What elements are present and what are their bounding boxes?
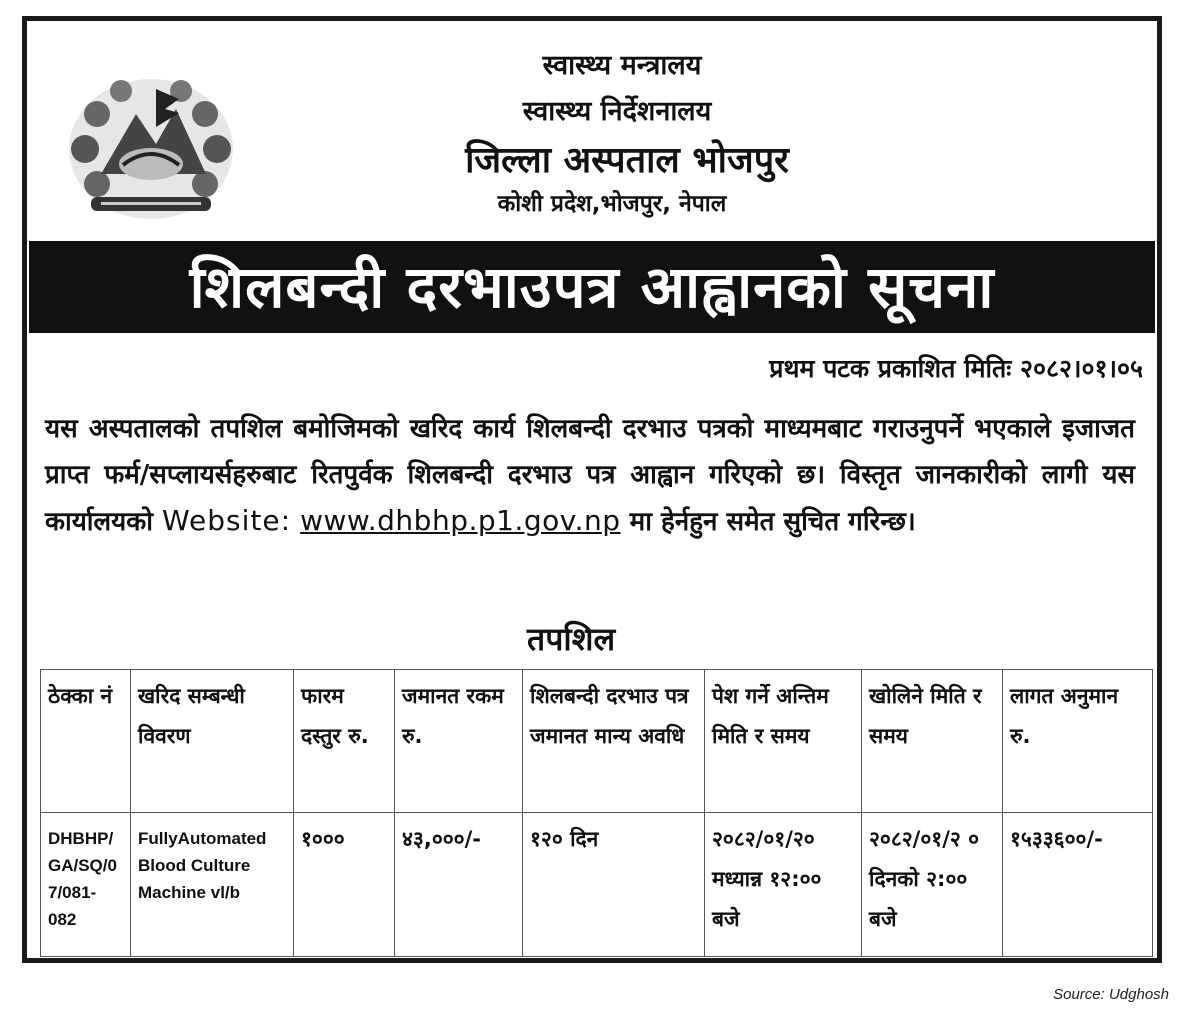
header-opening: खोलिने मिति र समय [862,670,1003,813]
notice-title: शिलबन्दी दरभाउपत्र आह्वानको सूचना [29,241,1155,333]
schedule-title: तपशिल [527,620,616,658]
header-validity: शिलबन्दी दरभाउ पत्र जमानत मान्य अवधि [523,670,705,813]
nepal-government-emblem-icon [61,69,241,229]
office-address: कोशी प्रदेश,भोजपुर, नेपाल [497,191,727,217]
cell-validity: १२० दिन [523,813,705,957]
header-contract-no: ठेक्का नं [41,670,131,813]
directorate-name: स्वास्थ्य निर्देशनालय [522,96,712,127]
website-link[interactable]: www.dhbhp.p1.gov.np [300,504,621,537]
body-tail: मा हेर्नहुन समेत सुचित गरिन्छ। [629,507,916,537]
cell-cost-estimate: १५३३६००/- [1003,813,1153,957]
header-submission-deadline: पेश गर्ने अन्तिम मिति र समय [705,670,862,813]
cell-submission-deadline: २०८२/०१/२० मध्यान्न १२:०० बजे [705,813,862,957]
publication-date: प्रथम पटक प्रकाशित मितिः २०८२।०१।०५ [769,354,1143,383]
hospital-name: जिल्ला अस्पताल भोजपुर [465,140,789,181]
cell-contract-no: DHBHP/ GA/SQ/0 7/081- 082 [41,813,131,957]
schedule-table [40,669,1153,957]
source-credit: Source: Udghosh [1053,986,1169,1003]
header-cost-estimate: लागत अनुमान रु. [1003,670,1153,813]
table-row [41,813,1153,957]
header-description: खरिद सम्बन्धी विवरण [131,670,294,813]
header-form-fee: फारम दस्तुर रु. [294,670,395,813]
notice-body [45,406,1135,545]
table-header-row [41,670,1153,813]
notice-frame [22,16,1162,963]
office-header [327,43,927,221]
header-security-amount: जमानत रकम रु. [395,670,523,813]
website-label: Website: [162,504,292,537]
body-text: यस अस्पतालको तपशिल बमोजिमको खरिद कार्य शिलबन्दी दरभाउ पत्रको माध्यमबाट गराउनुपर्ने भएकाले इजाजत प्राप्त फर्म/सप्लायर्सहरुबाट रितपुर्वक शिलबन्दी दरभाउ पत्र आह्वान गरिएको छ। विस्तृत जानकारीको लागी यस कार्यालयको [45,414,1135,537]
ministry-name: स्वास्थ्य मन्त्रालय [542,50,702,81]
cell-opening: २०८२/०१/२ ० दिनको २:०० बजे [862,813,1003,957]
cell-form-fee: १००० [294,813,395,957]
cell-security-amount: ४३,०००/- [395,813,523,957]
cell-description: FullyAutomated Blood Culture Machine vl/b [131,813,294,957]
